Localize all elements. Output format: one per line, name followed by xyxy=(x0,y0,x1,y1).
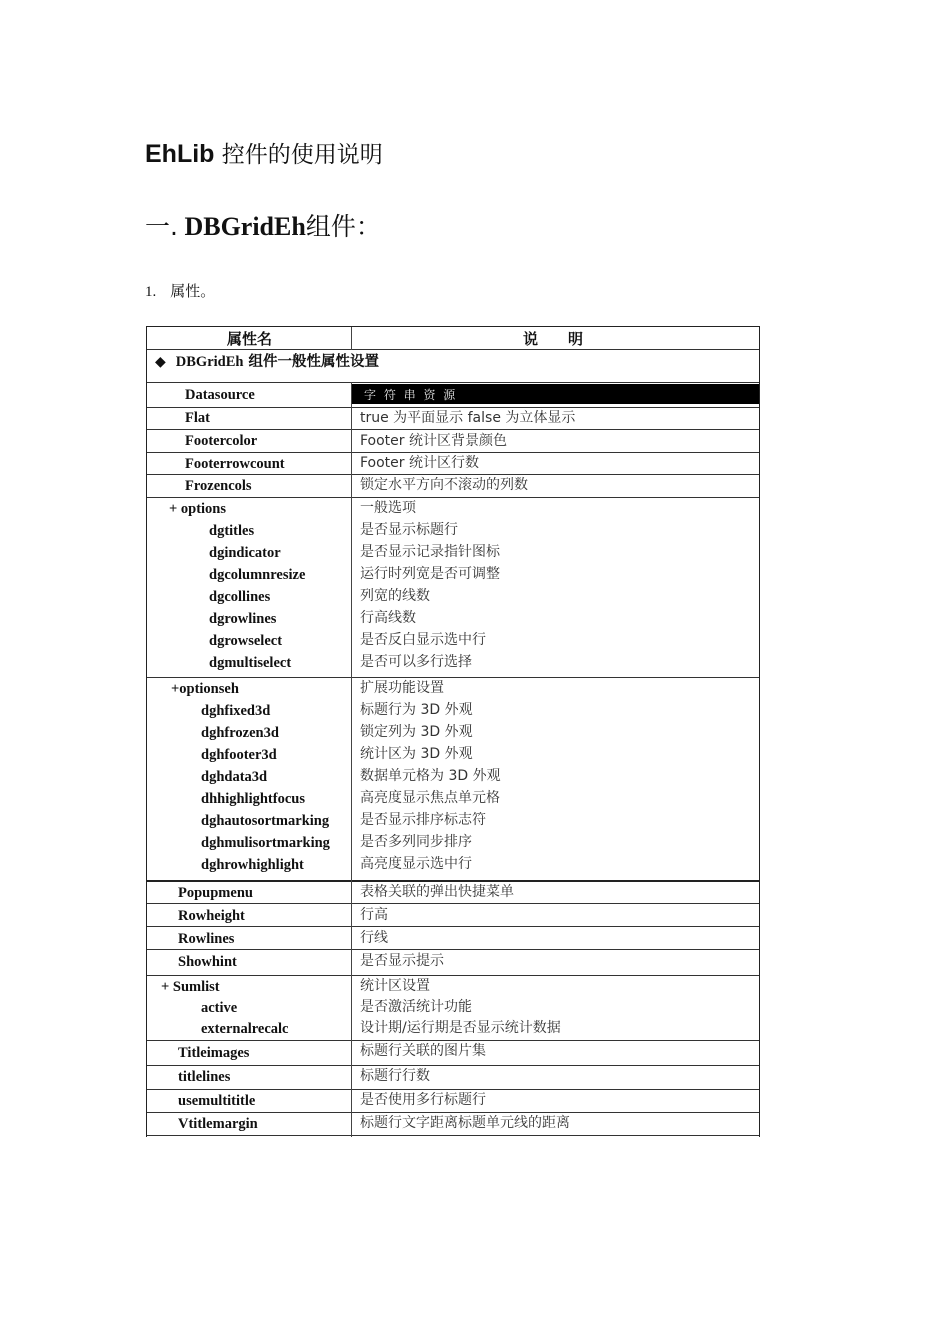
property-name: dghautosortmarking xyxy=(201,813,330,829)
property-description: 高亮度显示焦点单元格 xyxy=(360,790,500,806)
property-name: Showhint xyxy=(178,954,237,970)
property-name: dgcolumnresize xyxy=(209,567,306,583)
property-description: 统计区设置 xyxy=(360,978,430,994)
property-description: 是否显示标题行 xyxy=(360,522,458,538)
property-name: active xyxy=(201,1000,238,1016)
property-name: titlelines xyxy=(178,1069,231,1085)
property-table xyxy=(146,326,760,1137)
property-description: 一般选项 xyxy=(360,500,416,516)
property-description: 标题行文字距离标题单元线的距离 xyxy=(360,1115,570,1131)
property-description: 行线 xyxy=(360,930,388,946)
property-description: 标题行为 3D 外观 xyxy=(360,702,473,718)
property-description: 扩展功能设置 xyxy=(360,680,444,696)
header-description: 说 明 xyxy=(523,330,584,348)
property-name: dgindicator xyxy=(209,545,281,561)
property-description: 运行时列宽是否可调整 xyxy=(360,566,500,582)
property-name: Flat xyxy=(185,410,210,426)
property-description: 是否显示排序标志符 xyxy=(360,812,486,828)
property-description: 是否反白显示选中行 xyxy=(360,632,486,648)
property-description: 是否显示提示 xyxy=(360,953,444,969)
property-name: Vtitlemargin xyxy=(178,1116,258,1132)
group-title-en: DBGridEh xyxy=(175,354,244,370)
property-description: 列宽的线数 xyxy=(360,588,430,604)
property-description: Footer 统计区行数 xyxy=(360,455,479,471)
property-name: dghmulisortmarking xyxy=(201,835,330,851)
property-name: dghfrozen3d xyxy=(201,725,279,741)
property-description: 高亮度显示选中行 xyxy=(360,856,472,872)
property-description: 统计区为 3D 外观 xyxy=(360,746,473,762)
property-name: dghrowhighlight xyxy=(201,857,304,873)
diamond-bullet-icon: ◆ xyxy=(155,354,166,370)
property-description: 是否激活统计功能 xyxy=(360,999,472,1015)
property-description: 标题行关联的图片集 xyxy=(360,1043,486,1059)
document-title-en: EhLib xyxy=(145,140,215,168)
property-name: dghdata3d xyxy=(201,769,268,785)
group-title xyxy=(155,352,379,372)
section-prefix: 一. xyxy=(145,212,178,241)
property-name: dgrowselect xyxy=(209,633,283,649)
datasource-description-text: 字 符 串 资 源 xyxy=(364,388,458,402)
property-name: Frozencols xyxy=(185,478,252,494)
list-item-properties xyxy=(145,280,215,303)
property-name: Rowheight xyxy=(178,908,245,924)
property-description: 是否使用多行标题行 xyxy=(360,1092,486,1108)
property-description: 设计期/运行期是否显示统计数据 xyxy=(360,1020,561,1036)
property-description: 行高线数 xyxy=(360,610,416,626)
group-title-cn: 组件一般性属性设置 xyxy=(243,354,380,370)
property-name: dghfooter3d xyxy=(201,747,277,763)
property-description: 锁定水平方向不滚动的列数 xyxy=(360,477,528,493)
property-description: 是否显示记录指针图标 xyxy=(360,544,500,560)
header-property-name: 属性名 xyxy=(227,330,273,348)
document-title xyxy=(145,138,383,171)
property-name: Footercolor xyxy=(185,433,258,449)
datasource-description-band xyxy=(352,384,759,404)
list-item-text: 属性。 xyxy=(170,282,216,300)
property-name: dgrowlines xyxy=(209,611,277,627)
property-description: 数据单元格为 3D 外观 xyxy=(360,768,501,784)
property-name: Titleimages xyxy=(178,1045,250,1061)
property-name: + options xyxy=(169,501,227,517)
property-description: 锁定列为 3D 外观 xyxy=(360,724,473,740)
property-name: Popupmenu xyxy=(178,885,253,901)
property-name: dhhighlightfocus xyxy=(201,791,305,807)
property-name: dghfixed3d xyxy=(201,703,271,719)
document-title-cn: 控件的使用说明 xyxy=(214,142,383,168)
property-name: dgmultiselect xyxy=(209,655,292,671)
property-name: externalrecalc xyxy=(201,1021,289,1037)
property-name: Footerrowcount xyxy=(185,456,285,472)
property-name: Rowlines xyxy=(178,931,235,947)
property-description: 行高 xyxy=(360,907,388,923)
property-description: 是否可以多行选择 xyxy=(360,654,472,670)
property-description: 标题行行数 xyxy=(360,1068,430,1084)
property-name: Datasource xyxy=(185,387,255,403)
section-heading xyxy=(145,210,381,244)
property-description: 表格关联的弹出快捷菜单 xyxy=(360,884,514,900)
section-heading-en: DBGridEh xyxy=(177,212,306,241)
property-description: Footer 统计区背景颜色 xyxy=(360,433,507,449)
property-description: 是否多列同步排序 xyxy=(360,834,472,850)
property-name: +optionseh xyxy=(171,681,239,697)
list-item-number: 1. xyxy=(145,284,157,300)
property-description: true 为平面显示 false 为立体显示 xyxy=(360,410,576,426)
property-name: dgcollines xyxy=(209,589,271,605)
property-name: usemultititle xyxy=(178,1093,256,1109)
section-heading-cn: 组件： xyxy=(305,212,381,241)
property-name: + Sumlist xyxy=(161,979,220,995)
property-name: dgtitles xyxy=(209,523,255,539)
